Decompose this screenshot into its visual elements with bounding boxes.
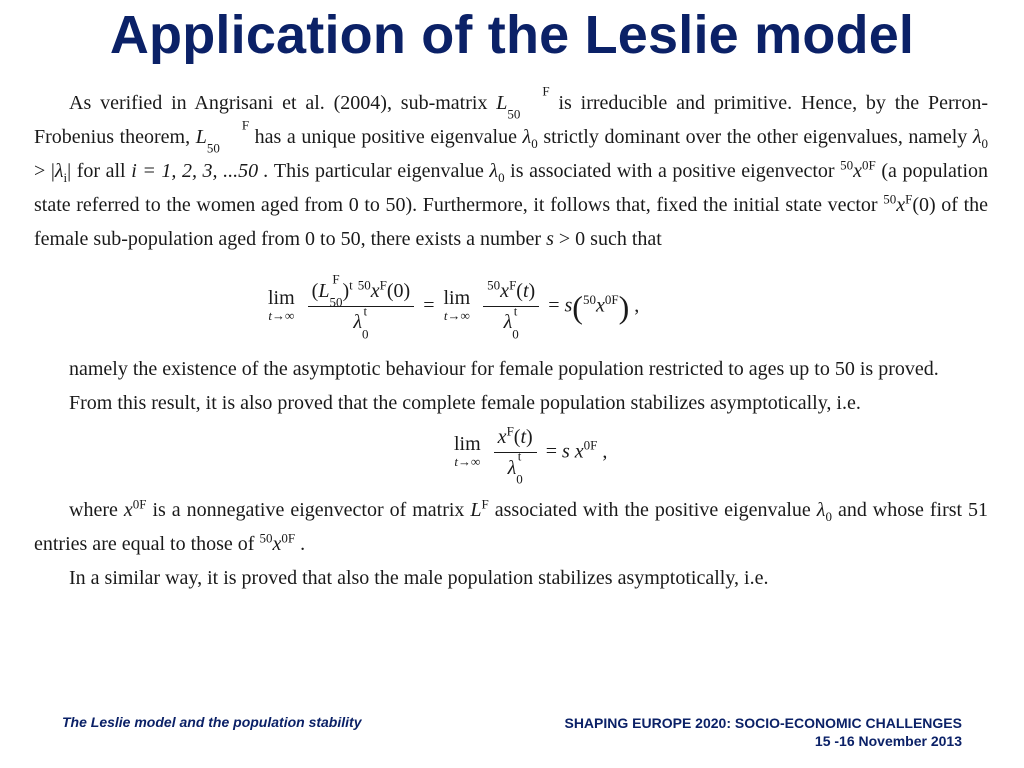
footer-conference-date: 15 -16 November 2013: [814, 733, 962, 749]
slide-title: Application of the Leslie model: [109, 5, 915, 65]
footer-conference: [564, 714, 962, 750]
equation-limit-female-population: lim t→∞ $x^F(t)$ $\lambda^t$ $_0$ = s $x^{0F}$ ,: [454, 423, 608, 487]
slide-body: [34, 86, 988, 595]
paragraph-male-population: In a similar way, it is proved that also the male population stabilizes asymptotically, i.e.: [69, 567, 769, 590]
paragraph-nonnegative-eigenvector: where $x^{0F}$ is a nonnegative eigenvector of matrix $L^F$ associated with the positive eigenvalue $\lambda_0$ and whose first 51 entries are equal to those of $^{50}x^{0F}$ .: [34, 496, 989, 556]
footer-presentation-title: The Leslie model and the population stability: [62, 714, 362, 730]
paragraph-asymptotic-behaviour: namely the existence of the asymptotic behaviour for female population restricted to ages up to 50 is proved.: [69, 357, 939, 380]
footer-conference-name: SHAPING EUROPE 2020: SOCIO-ECONOMIC CHALLENGES: [564, 715, 962, 731]
paragraph-complete-female-population: From this result, it is also proved that the complete female population stabilizes asymptotically, i.e.: [69, 391, 861, 414]
equation-limit-sub-population: lim t→∞ ($L^F$ $_{50}$)$^t$ $^{50}x^F(0)$ $\lambda^t$ $_0$ = lim t→∞ $^{50}x^F(t)$ $\lambda^t$ $_0$ = $s(^{50}x^{0F})$ ,: [268, 272, 640, 342]
paragraph-perron-frobenius: As verified in Angrisani et al. (2004), sub-matrix $L^F$ $_{50}$ is irreducible and primitive. Hence, by the Perron-Frobenius theorem, $L^F$ $_{50}$ has a unique positive eigenvalue $\lambda_0$ strictly dominant over the other eigenvalues, namely $\lambda_0 > |\lambda_i|$ for all i = 1, 2, 3, ...50 . This particular eigenvalue $\lambda_0$ is associated with a positive eigenvector $^{50}x^{0F}$ (a population state referred to the women aged from 0 to 50). Furthermore, it follows that, fixed the initial state vector $^{50}x^F(0)$ of the female sub-population aged from 0 to 50, there exists a number s > 0 such that: [34, 84, 989, 250]
